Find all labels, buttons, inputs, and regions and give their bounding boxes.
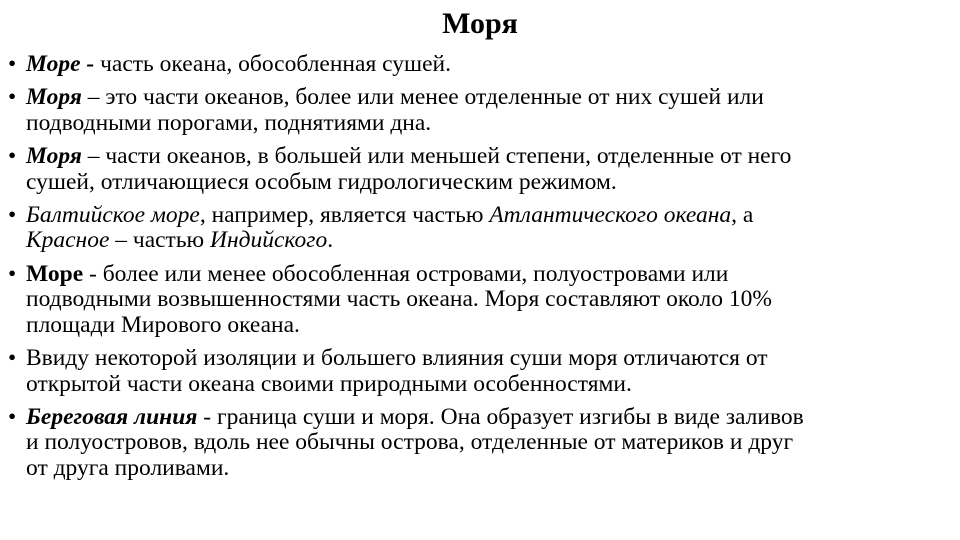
term-atlantic-ocean: Атлантического океана [489, 201, 732, 228]
bullet-dot: • [8, 260, 17, 287]
term-indian-ocean: Индийского [209, 227, 328, 254]
bullet-item-7 [8, 405, 954, 482]
bullet-text: – это части океанов, более или менее отделенные от них сушей или [81, 84, 764, 111]
term-more: Море - [26, 51, 95, 77]
bullet-dot: • [8, 201, 17, 228]
bullet-line [26, 405, 954, 431]
term-red-sea: Красное [26, 227, 110, 254]
bullet-item-1 [8, 52, 954, 78]
bullet-item-3 [8, 144, 954, 195]
bullet-line [26, 203, 954, 229]
term-morya: Моря [26, 84, 82, 111]
bullet-line [26, 52, 954, 78]
bullet-text: – части океанов, в большей или меньшей степени, отделенные от него [81, 142, 792, 169]
term-baltic-sea: Балтийское море [26, 201, 200, 228]
bullet-dot: • [8, 142, 17, 169]
bullet-text: - граница суши и моря. Она образует изгибы в виде заливов [197, 403, 804, 430]
bullet-item-5 [8, 262, 954, 339]
bullet-dot: • [8, 344, 17, 371]
bullet-line: подводными возвышенностями часть океана. Моря составляют около 10% [26, 286, 772, 313]
bullet-line: и полуостровов, вдоль нее обычны острова, отделенные от материков и друг [26, 429, 794, 456]
bullet-line: сушей, отличающиеся особым гидрологическим режимом. [26, 168, 617, 195]
bullet-line: площади Мирового океана. [26, 311, 300, 338]
term-morya: Моря [26, 142, 82, 169]
bullet-item-4 [8, 203, 954, 254]
bullet-line [26, 262, 954, 288]
bullet-text: . [327, 227, 334, 254]
bullet-line [26, 144, 954, 170]
bullet-dot: • [8, 403, 17, 430]
bullet-line: открытой части океана своими природными особенностями. [26, 370, 632, 397]
bullet-line [26, 228, 954, 254]
bullet-text: – частью [109, 227, 210, 254]
bullet-text: - более или менее обособленная островами, полуостровами или [83, 260, 729, 287]
bullet-item-2 [8, 85, 954, 136]
bullet-list [8, 52, 954, 489]
bullet-item-6 [8, 346, 954, 397]
slide-title: Моря [442, 7, 518, 40]
bullet-text: , а [731, 201, 754, 228]
term-more-bold: Море [26, 260, 84, 287]
bullet-line: от друга проливами. [26, 454, 230, 481]
bullet-dot: • [8, 84, 17, 111]
bullet-text: , например, является частью [199, 201, 490, 228]
bullet-dot: • [8, 51, 17, 77]
bullet-line: подводными порогами, поднятиями дна. [26, 109, 432, 136]
bullet-line [26, 85, 954, 111]
term-coastline: Береговая линия [26, 403, 198, 430]
bullet-line: Ввиду некоторой изоляции и большего влияния суши моря отличаются от [26, 344, 768, 371]
bullet-text: часть океана, обособленная сушей. [94, 51, 451, 77]
